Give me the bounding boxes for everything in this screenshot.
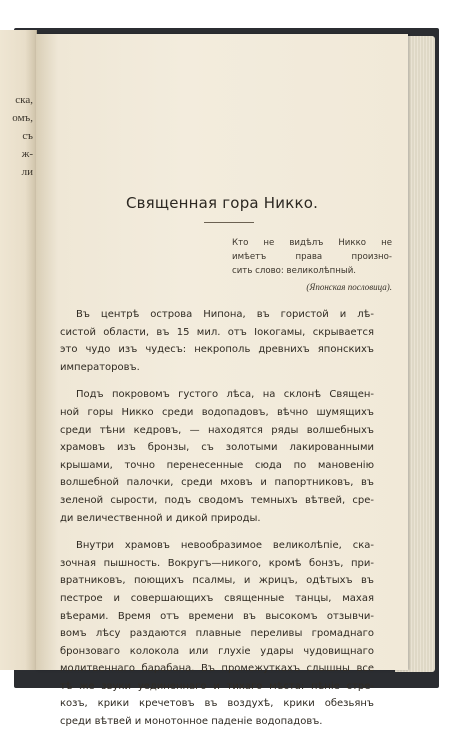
text-line: вратниковъ, поющихъ псалмы, и жрицъ, одѣтыхъ въ xyxy=(60,575,374,587)
text-line: козъ, крики кречетовъ въ воздухѣ, крики обезьянъ xyxy=(60,698,374,710)
epigraph xyxy=(232,236,392,278)
text-line: систой области, въ 15 мил. отъ Іокогамы, скрывается xyxy=(60,326,374,338)
text-line: Внутри храмовъ невообразимое великолѣпіе, ска- xyxy=(76,540,374,552)
text-line: это чудо изъ чудесъ: некрополь древнихъ японскихъ xyxy=(60,344,374,356)
text-line: тѣ же звуки уединеннаго и тихаго мѣста: пѣніе стре- xyxy=(60,680,374,692)
text-line: императоровъ. xyxy=(60,361,140,373)
epigraph-source: (Японская пословица). xyxy=(306,282,392,292)
text-line: ди величественной и дикой природы. xyxy=(60,512,261,524)
text-line: храмовъ изъ бронзы, съ золотыми лакированными xyxy=(60,442,374,454)
text-line: среди вѣтвей и монотонное паденіе водопадовъ. xyxy=(60,716,323,728)
text-line: среди тѣни кедровъ, — находятся ряды волшебныхъ xyxy=(60,424,374,436)
previous-page-edge xyxy=(0,30,37,670)
text-line: зеленой сырости, подъ сводомъ темныхъ вѣтвей, сре- xyxy=(60,494,374,506)
epigraph-line: Кто не видѣлъ Никко не xyxy=(232,238,392,248)
left-page-fragment: ли xyxy=(21,166,33,178)
text-line: бронзоваго колокола или глухіе удары чудовищнаго xyxy=(60,645,374,657)
text-line: крышами, точно перенесенные сюда по мановенію xyxy=(60,459,374,471)
left-page-fragment: ска, xyxy=(15,94,33,106)
chapter-title: Священная гора Никко. xyxy=(125,194,319,212)
text-line: Въ центрѣ острова Нипона, въ гористой и лѣ- xyxy=(76,309,374,320)
text-line: ной горы Никко среди водопадовъ, вѣчно шумящихъ xyxy=(60,406,374,418)
title-divider xyxy=(204,222,254,223)
book-page xyxy=(36,34,408,728)
left-page-fragment: съ xyxy=(22,130,33,142)
text-line: молитвеннаго барабана. Въ промежуткахъ слышны все xyxy=(60,663,374,675)
text-line: волшебной палочки, среди мховъ и папортниковъ, въ xyxy=(60,477,374,489)
epigraph-line: имѣетъ права произно- xyxy=(232,252,392,262)
left-page-fragment: омъ, xyxy=(12,112,33,124)
epigraph-line: сить слово: великолѣпный. xyxy=(232,266,357,276)
text-line: пестрое и совершающихъ священные танцы, махая xyxy=(60,592,374,604)
text-line: вомъ лѣсу раздаются плавные переливы громаднаго xyxy=(60,628,374,640)
body-text xyxy=(60,306,374,731)
text-line: зочная пышность. Вокругъ—никого, кромѣ бонзъ, при- xyxy=(60,557,374,569)
text-line: Подъ покровомъ густого лѣса, на склонѣ Священ- xyxy=(76,389,374,401)
text-line: вѣерами. Время отъ времени въ высокомъ отзывчи- xyxy=(60,610,374,622)
left-page-fragment: ж- xyxy=(21,148,33,160)
